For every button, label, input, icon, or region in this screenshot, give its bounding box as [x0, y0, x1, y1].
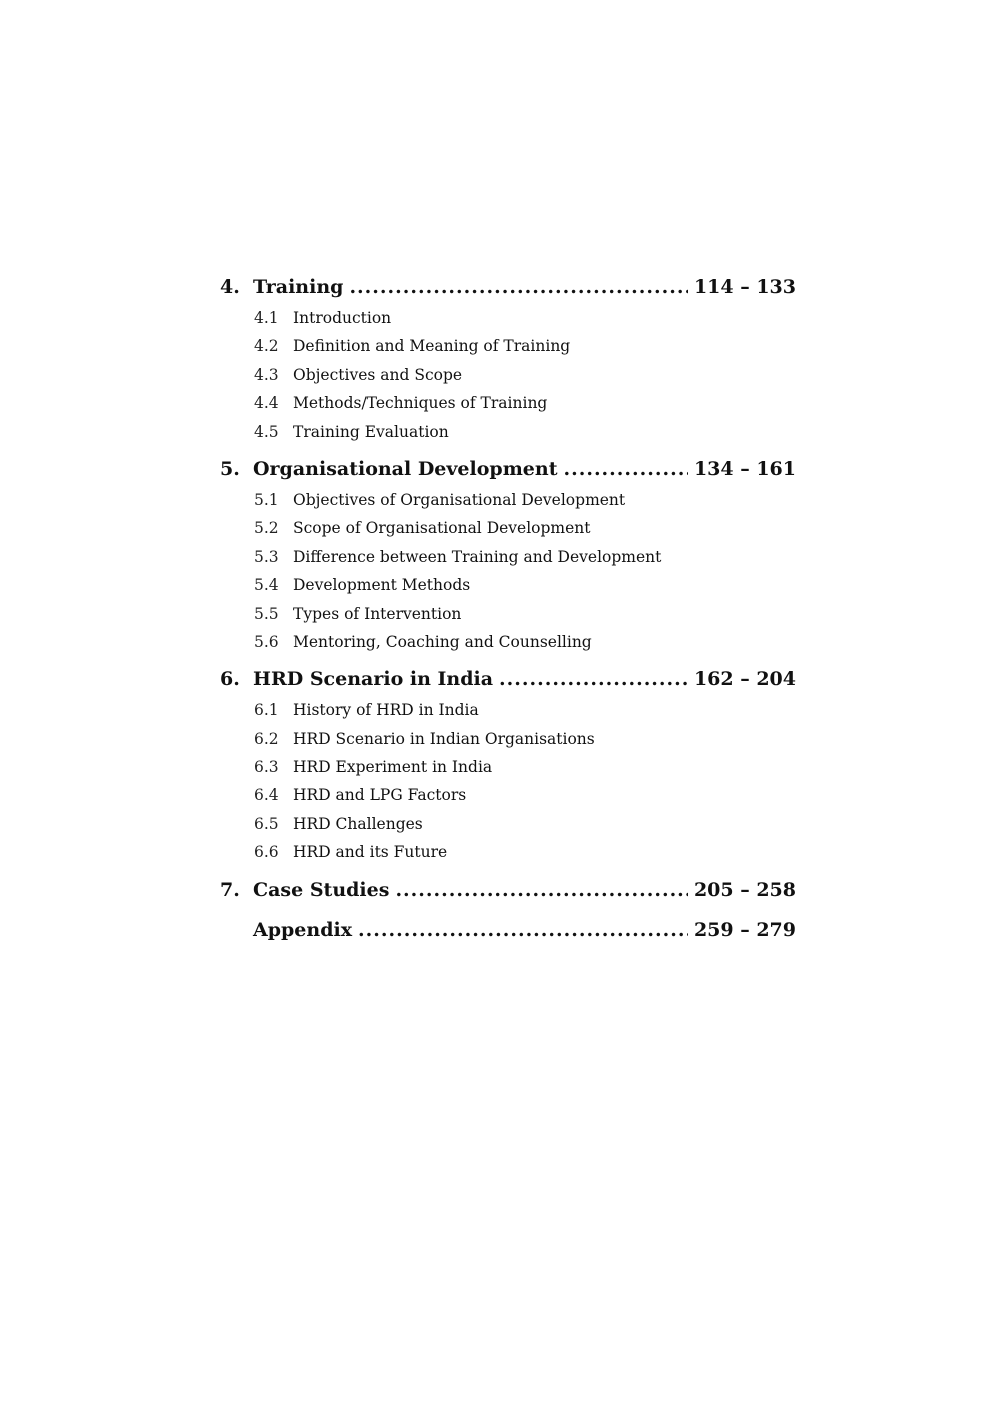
chapter-number: 4. — [220, 276, 240, 298]
chapter-heading — [220, 452, 796, 486]
section-title: HRD Experiment in India — [293, 758, 493, 777]
dot-leader — [349, 270, 688, 304]
section-list — [220, 304, 796, 446]
section-title: HRD Challenges — [293, 814, 423, 833]
section-title: Difference between Training and Development — [293, 547, 662, 566]
section-number: 5.5 — [254, 604, 279, 623]
chapter-block — [220, 873, 796, 907]
chapter-heading — [220, 270, 796, 304]
chapter-title: Organisational Development — [253, 457, 558, 480]
chapter-pages: 259 – 279 — [693, 918, 796, 941]
appendix-block — [220, 913, 796, 947]
section-entry — [220, 810, 796, 838]
section-title: Introduction — [293, 309, 392, 327]
section-title: Mentoring, Coaching and Counselling — [293, 632, 592, 651]
chapter-title: HRD Scenario in India — [253, 668, 494, 691]
section-entry — [220, 753, 796, 781]
chapter-heading — [220, 662, 796, 696]
dot-leader — [358, 913, 688, 947]
chapter-heading — [220, 913, 796, 947]
section-entry — [220, 418, 796, 446]
section-number: 5.3 — [254, 547, 279, 566]
section-title: HRD Scenario in Indian Organisations — [293, 729, 595, 748]
section-number: 5.2 — [254, 519, 279, 538]
section-title: HRD and LPG Factors — [293, 786, 467, 805]
section-entry — [220, 628, 796, 656]
section-entry — [220, 486, 796, 514]
chapter-pages: 205 – 258 — [693, 878, 796, 901]
dot-leader — [395, 873, 688, 907]
section-entry — [220, 543, 796, 571]
chapter-block — [220, 270, 796, 446]
section-title: Definition and Meaning of Training — [293, 337, 571, 356]
chapter-pages: 114 – 133 — [693, 276, 796, 298]
chapter-block — [220, 662, 796, 866]
chapter-heading — [220, 873, 796, 907]
table-of-contents — [220, 270, 796, 947]
section-title: Methods/Techniques of Training — [293, 394, 548, 413]
chapter-title: Case Studies — [253, 878, 390, 901]
section-title: HRD and its Future — [293, 843, 448, 862]
chapter-number: 7. — [220, 878, 240, 901]
section-number: 6.6 — [254, 843, 279, 862]
section-number: 6.3 — [254, 758, 279, 777]
section-title: Objectives and Scope — [293, 365, 463, 384]
chapter-title: Training — [253, 276, 344, 298]
section-title: Training Evaluation — [293, 422, 449, 441]
section-number: 4.1 — [254, 309, 279, 327]
chapter-block — [220, 452, 796, 656]
section-number: 6.4 — [254, 786, 279, 805]
dot-leader — [563, 452, 687, 486]
section-entry — [220, 781, 796, 809]
section-number: 5.6 — [254, 632, 279, 651]
section-number: 4.3 — [254, 365, 279, 384]
section-number: 6.5 — [254, 814, 279, 833]
chapter-number: 6. — [220, 668, 240, 691]
section-number: 4.2 — [254, 337, 279, 356]
chapter-pages: 134 – 161 — [693, 457, 796, 480]
section-entry — [220, 332, 796, 360]
section-list — [220, 486, 796, 656]
section-title: Scope of Organisational Development — [293, 519, 591, 538]
section-entry — [220, 514, 796, 542]
section-entry — [220, 696, 796, 724]
section-entry — [220, 304, 796, 332]
section-title: Types of Intervention — [293, 604, 462, 623]
section-number: 4.5 — [254, 422, 279, 441]
chapter-pages: 162 – 204 — [693, 668, 796, 691]
section-title: Development Methods — [293, 576, 471, 595]
section-number: 4.4 — [254, 394, 279, 413]
section-entry — [220, 571, 796, 599]
section-list — [220, 696, 796, 866]
chapter-title: Appendix — [253, 918, 353, 941]
section-entry — [220, 725, 796, 753]
section-title: Objectives of Organisational Development — [293, 490, 626, 509]
dot-leader — [499, 662, 688, 696]
section-entry — [220, 389, 796, 417]
section-title: History of HRD in India — [293, 701, 479, 720]
chapter-number: 5. — [220, 457, 240, 480]
section-number: 5.1 — [254, 490, 279, 509]
section-number: 6.1 — [254, 701, 279, 720]
section-entry — [220, 838, 796, 866]
section-number: 6.2 — [254, 729, 279, 748]
section-entry — [220, 361, 796, 389]
section-entry — [220, 600, 796, 628]
section-number: 5.4 — [254, 576, 279, 595]
